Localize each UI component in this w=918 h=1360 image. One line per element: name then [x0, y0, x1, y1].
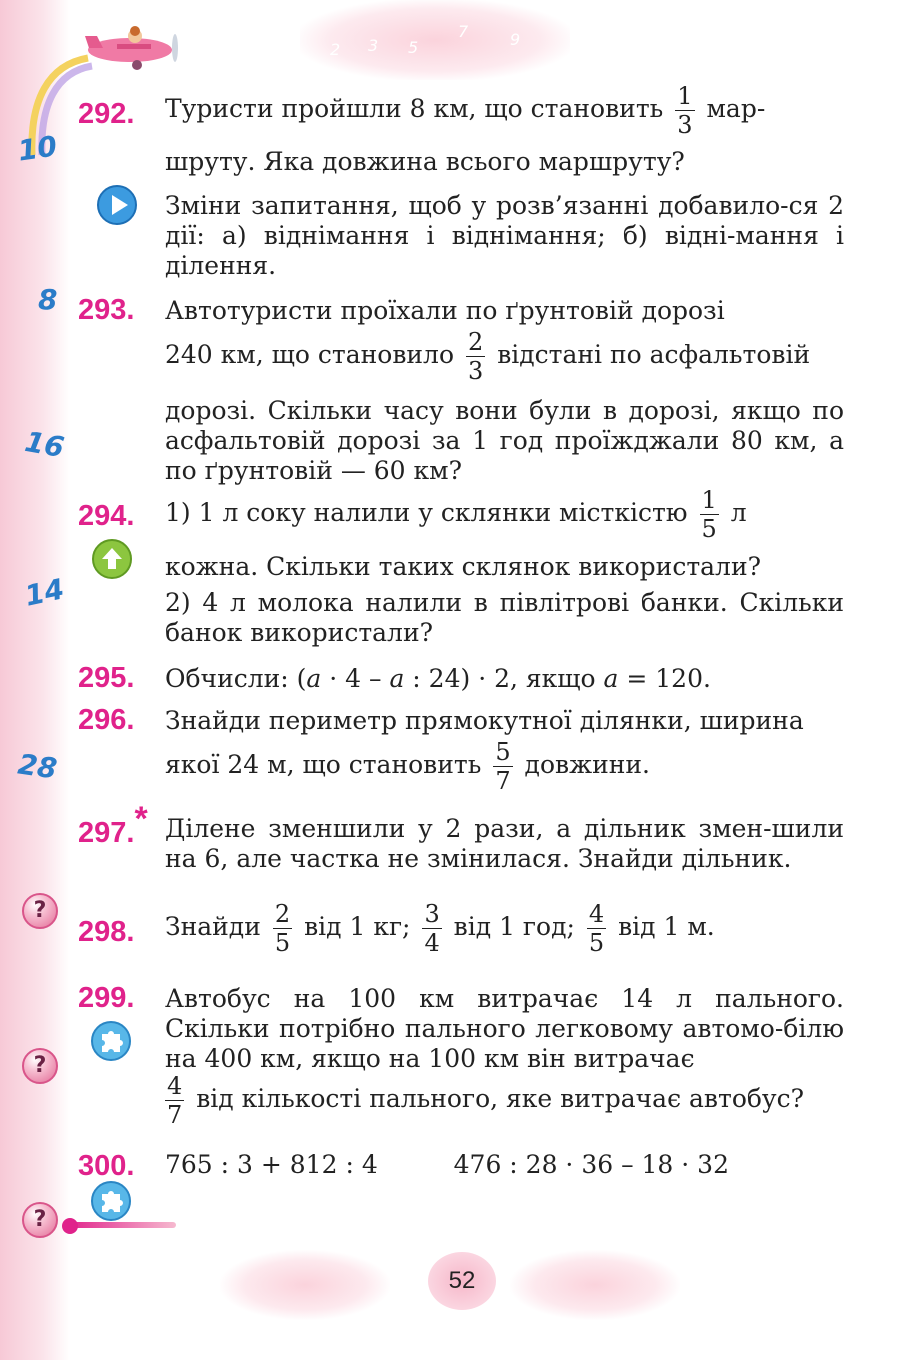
problem-299-line4: $\frac{4}{7}$ від кількості пального, яке витрачає автобус?	[167, 1072, 805, 1129]
expression: 765 : 3 + 812 : 4	[165, 1150, 378, 1179]
problem-294-line2: кожна. Скільки таких склянок використали?	[165, 552, 762, 581]
header-decoration: 2 3 5 7 9	[300, 0, 570, 80]
airplane-illustration	[75, 18, 185, 73]
header-deco-num: 9	[510, 30, 521, 49]
problem-292-task: Зміни запитання, щоб у розв’язанні добавило-ся 2 дії: а) віднімання і віднімання; б) відні-мання і ділення.	[165, 191, 844, 280]
problem-number-299: 299.	[78, 982, 135, 1014]
problem-294-line1: 1) 1 л соку налили у склянки місткістю $\frac{1}{5}$ л	[165, 486, 747, 543]
problem-299-text: Автобус на 100 км витрачає 14 л пального. Скільки потрібно пального легковому автомо-білю на 400 км, якщо на 100 км він витрачає	[165, 984, 844, 1073]
problem-number-293: 293.	[78, 294, 135, 326]
puzzle-icon	[90, 1180, 132, 1222]
footer-decoration-left	[220, 1250, 390, 1320]
problem-number-298: 298.	[78, 916, 135, 948]
play-icon	[96, 184, 138, 226]
problem-number-296: 296.	[78, 704, 135, 736]
problem-293-line1: Автотуристи проїхали по ґрунтовій дорозі	[165, 296, 725, 325]
margin-number: 16	[22, 424, 67, 465]
problem-number-297: 297.*	[78, 800, 148, 849]
problem-293-line2: 240 км, що становило $\frac{2}{3}$ відстані по асфальтовій	[165, 328, 811, 385]
problem-296-line2: якої 24 м, що становить $\frac{5}{7}$ довжини.	[165, 738, 650, 795]
header-deco-num: 7	[458, 22, 469, 41]
star-mark: *	[134, 800, 148, 838]
margin-number: 28	[15, 747, 60, 786]
problem-number-300: 300.	[78, 1150, 135, 1182]
fraction: $\frac{4}{7}$	[167, 1072, 183, 1129]
problem-298-text: Знайди $\frac{2}{5}$ від 1 кг; $\frac{3}{4}$ від 1 год; $\frac{4}{5}$ від 1 м.	[165, 900, 715, 957]
puzzle-icon	[90, 1020, 132, 1062]
question-icon: ?	[22, 1048, 58, 1084]
problem-300-expressions	[165, 1150, 844, 1180]
problem-295-text: Обчисли: (a · 4 – a : 24) · 2, якщо a = 120.	[165, 664, 711, 693]
expression: 476 : 28 · 36 – 18 · 32	[453, 1150, 729, 1179]
problem-292-line1: Туристи пройшли 8 км, що становить $\frac{1}{3}$ мар-	[165, 82, 766, 139]
arrow-up-icon	[91, 538, 133, 580]
problem-297-text: Ділене зменшили у 2 рази, а дільник змен-шили на 6, але частка не змінилася. Знайди дільник.	[165, 814, 844, 873]
question-icon: ?	[22, 893, 58, 929]
bottom-accent-line	[66, 1222, 176, 1228]
footer-decoration-right	[510, 1250, 680, 1320]
fraction: $\frac{3}{4}$	[424, 900, 440, 957]
header-deco-num: 5	[408, 38, 419, 57]
left-margin-band	[0, 0, 70, 1360]
question-icon: ?	[22, 1202, 58, 1238]
problem-number-295: 295.	[78, 662, 135, 694]
fraction: $\frac{1}{5}$	[701, 486, 717, 543]
page-number: 52	[428, 1252, 496, 1310]
fraction: $\frac{2}{5}$	[274, 900, 291, 957]
fraction: $\frac{2}{3}$	[467, 328, 484, 385]
problem-number-292: 292.	[78, 98, 135, 130]
problem-296-line1: Знайди периметр прямокутної ділянки, ширина	[165, 706, 804, 735]
problem-292-line2: шруту. Яка довжина всього маршруту?	[165, 147, 685, 176]
margin-number: 10	[15, 129, 60, 168]
problem-293-rest: дорозі. Скільки часу вони були в дорозі, якщо по асфальтовій дорозі за 1 год проїжджали 80 км, а по ґрунтовій — 60 км?	[165, 396, 844, 485]
margin-number: 8	[38, 283, 58, 316]
fraction: $\frac{4}{5}$	[588, 900, 605, 957]
margin-number: 14	[21, 572, 67, 613]
bottom-accent-dot	[62, 1218, 78, 1234]
fraction: $\frac{1}{3}$	[677, 82, 693, 139]
problem-294-part2: 2) 4 л молока налили в півлітрові банки. Скільки банок використали?	[165, 588, 844, 647]
header-deco-num: 3	[368, 36, 379, 55]
fraction: $\frac{5}{7}$	[495, 738, 511, 795]
problem-number-294: 294.	[78, 500, 135, 532]
